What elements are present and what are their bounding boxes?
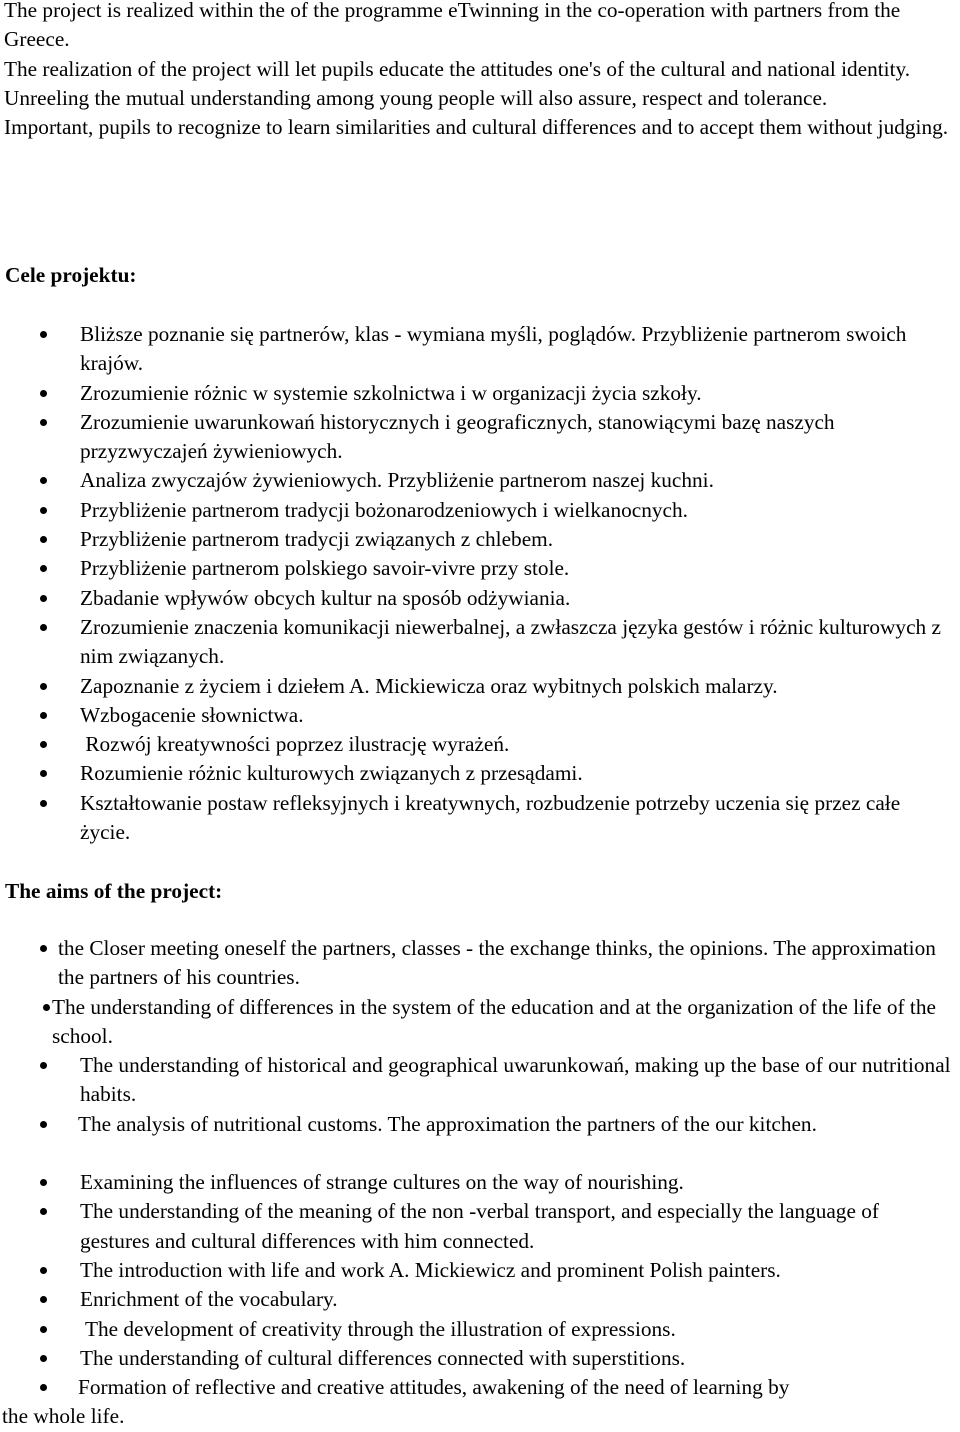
bullet-icon: [40, 741, 47, 748]
bullet-icon: [43, 1004, 50, 1011]
list-item: Zrozumienie znaczenia komunikacji niewerbalnej, a zwłaszcza języka gestów i różnic kulturowych z nim związanych.: [0, 613, 960, 672]
list-item: Zapoznanie z życiem i dziełem A. Mickiewicza oraz wybitnych polskich malarzy.: [0, 672, 960, 701]
bullet-icon: [40, 595, 47, 602]
intro-paragraphs: [4, 0, 954, 142]
list-item: Enrichment of the vocabulary.: [0, 1285, 960, 1314]
polish-aims-list: [0, 320, 960, 847]
bullet-icon: [40, 536, 47, 543]
bullet-icon: [40, 1179, 47, 1186]
bullet-icon: [40, 1208, 47, 1215]
list-item: Przybliżenie partnerom polskiego savoir-vivre przy stole.: [0, 554, 960, 583]
list-item: Zrozumienie różnic w systemie szkolnictwa i w organizacji życia szkoły.: [0, 379, 960, 408]
list-item: Bliższe poznanie się partnerów, klas - wymiana myśli, poglądów. Przybliżenie partnerom swoich krajów.: [0, 320, 960, 379]
list-item: Zbadanie wpływów obcych kultur na sposób odżywiania.: [0, 584, 960, 613]
bullet-icon: [40, 683, 47, 690]
list-item: The analysis of nutritional customs. The approximation the partners of the our kitchen.: [0, 1110, 960, 1139]
bullet-icon: [40, 1326, 47, 1333]
list-item: Zrozumienie uwarunkowań historycznych i geograficznych, stanowiącymi bazę naszych przyzwyczajeń żywieniowych.: [0, 408, 960, 467]
bullet-icon: [40, 507, 47, 514]
list-item: Analiza zwyczajów żywieniowych. Przybliżenie partnerom naszej kuchni.: [0, 466, 960, 495]
bullet-icon: [40, 800, 47, 807]
bullet-icon: [40, 1384, 47, 1391]
bullet-icon: [40, 1355, 47, 1362]
bullet-icon: [40, 770, 47, 777]
list-item: The understanding of the meaning of the non -verbal transport, and especially the language of gestures and cultural differences with him connected.: [0, 1197, 960, 1256]
list-item: The development of creativity through the illustration of expressions.: [0, 1315, 960, 1344]
list-item: The introduction with life and work A. Mickiewicz and prominent Polish painters.: [0, 1256, 960, 1285]
intro-paragraph: Important, pupils to recognize to learn similarities and cultural differences and to accept them without judging.: [4, 115, 949, 140]
list-item: Wzbogacenie słownictwa.: [0, 701, 960, 730]
list-item: Rozumienie różnic kulturowych związanych z przesądami.: [0, 759, 960, 788]
list-item: Examining the influences of strange cultures on the way of nourishing.: [0, 1168, 960, 1197]
intro-paragraph: The project is realized within the of the programme eTwinning in the co-operation with partners from the Greece.: [4, 0, 901, 52]
list-item: the Closer meeting oneself the partners, classes - the exchange thinks, the opinions. The approximation the partners of his countries.: [0, 934, 960, 993]
bullet-icon: [40, 712, 47, 719]
list-item: Przybliżenie partnerom tradycji bożonarodzeniowych i wielkanocnych.: [0, 496, 960, 525]
bullet-icon: [40, 419, 47, 426]
bullet-icon: [40, 624, 47, 631]
list-item: The understanding of historical and geographical uwarunkowań, making up the base of our nutritional habits.: [0, 1051, 960, 1110]
list-item: Formation of reflective and creative attitudes, awakening of the need of learning by the whole life.: [2, 1375, 790, 1429]
polish-section-heading: Cele projektu:: [5, 263, 137, 287]
bullet-icon: [40, 945, 47, 952]
bullet-icon: [40, 1062, 47, 1069]
intro-paragraph: The realization of the project will let pupils educate the attitudes one's of the cultural and national identity. Unreeling the mutual understanding among young people will also assure, respect and tolerance.: [4, 56, 911, 110]
bullet-icon: [40, 477, 47, 484]
bullet-icon: [40, 1267, 47, 1274]
list-item: The understanding of differences in the system of the education and at the organization of the life of the school.: [0, 993, 960, 1052]
bullet-icon: [40, 1296, 47, 1303]
list-item: The understanding of cultural differences connected with superstitions.: [0, 1344, 960, 1373]
list-item: Przybliżenie partnerom tradycji związanych z chlebem.: [0, 525, 960, 554]
list-item: Kształtowanie postaw refleksyjnych i kreatywnych, rozbudzenie potrzeby uczenia się przez całe życie.: [0, 789, 960, 848]
bullet-icon: [40, 565, 47, 572]
english-section-heading: The aims of the project:: [5, 879, 223, 903]
bullet-icon: [40, 331, 47, 338]
english-aims-list: [0, 934, 960, 1432]
list-item: Rozwój kreatywności poprzez ilustrację wyrażeń.: [0, 730, 960, 759]
bullet-icon: [40, 1121, 47, 1128]
bullet-icon: [40, 390, 47, 397]
